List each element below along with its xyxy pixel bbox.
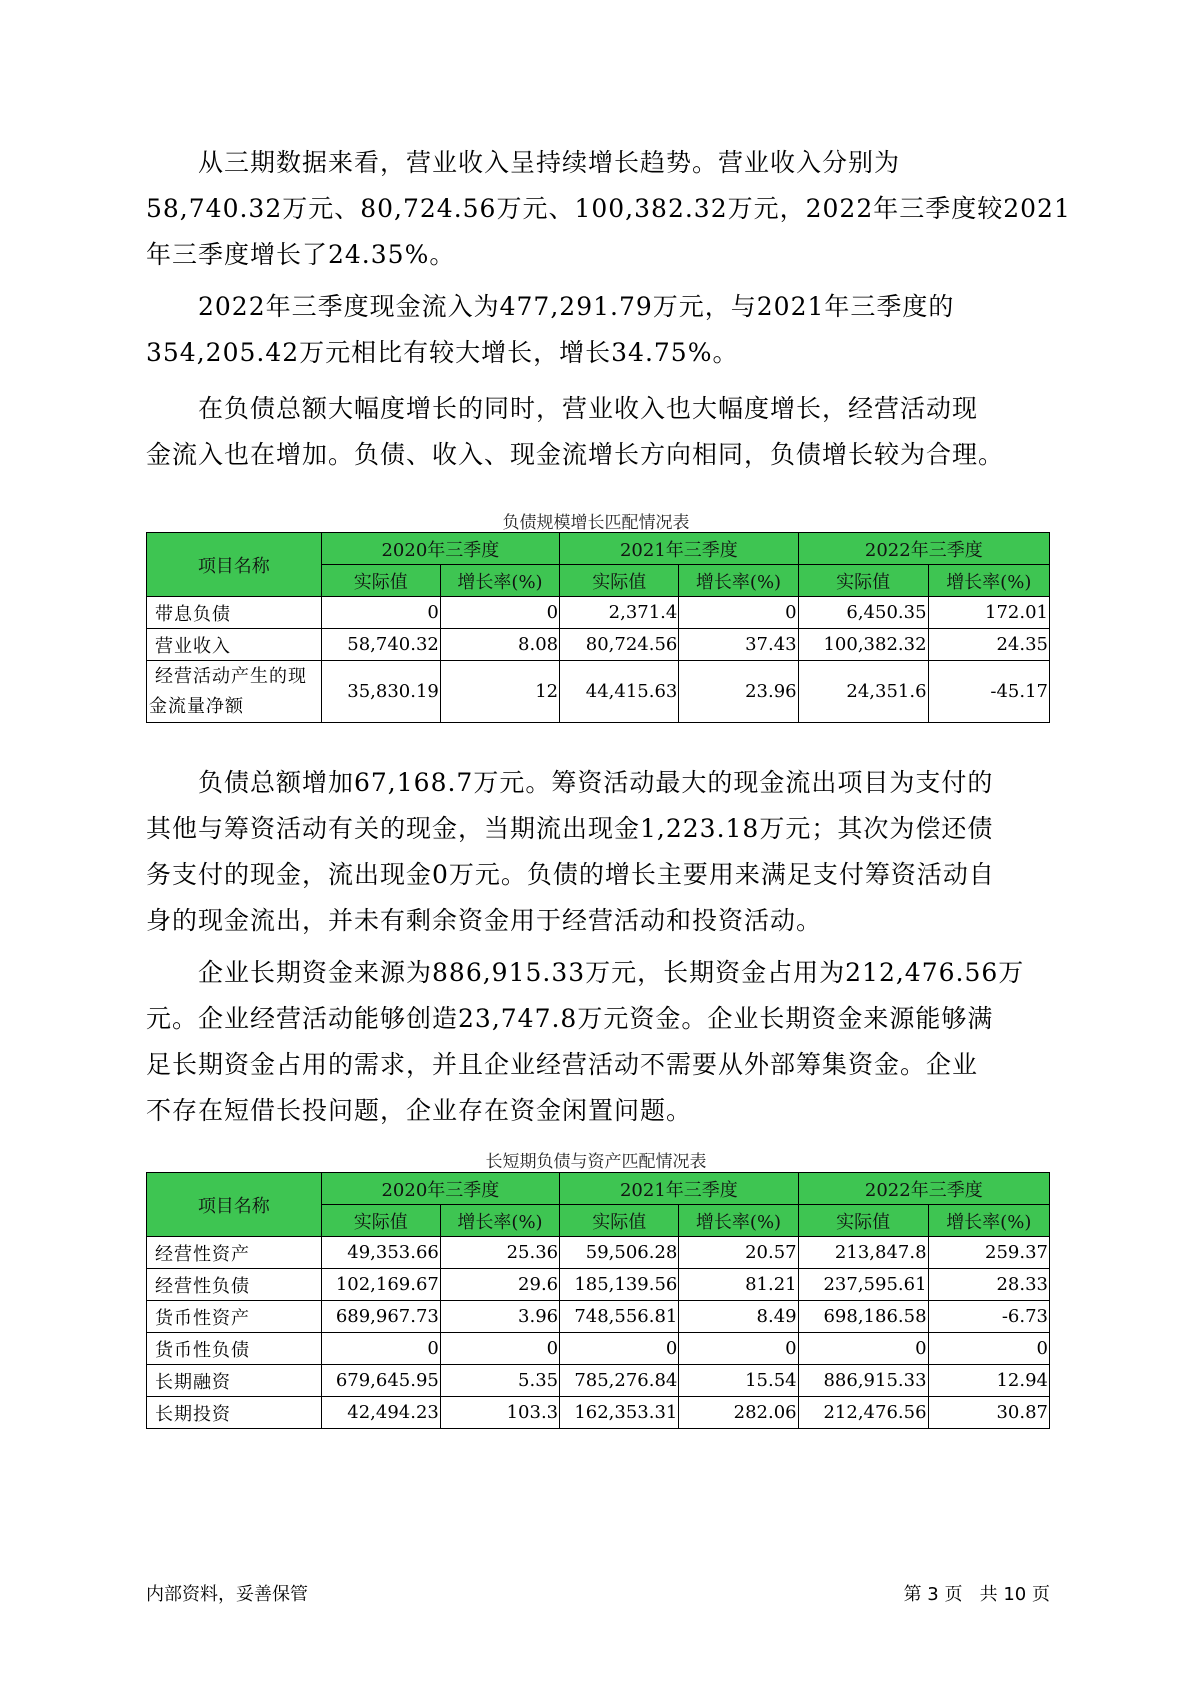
cell-value: 25.36	[440, 1237, 559, 1269]
cell-value: 748,556.81	[560, 1301, 679, 1333]
paragraph-2	[146, 284, 1046, 376]
cell-value: 162,353.31	[560, 1397, 679, 1429]
header-item-name: 项目名称	[147, 533, 322, 597]
cell-value: 29.6	[440, 1269, 559, 1301]
header-actual: 实际值	[798, 565, 928, 597]
row-name-line: 经营活动产生的现	[155, 665, 307, 687]
header-period: 2022年三季度	[798, 1173, 1049, 1205]
cell-value: 81.21	[679, 1269, 798, 1301]
header-period: 2022年三季度	[798, 533, 1049, 565]
header-period: 2021年三季度	[560, 533, 799, 565]
header-actual: 实际值	[798, 1205, 928, 1237]
cell-value: 20.57	[679, 1237, 798, 1269]
cell-value: 23.96	[679, 661, 798, 723]
cell-value: 103.3	[440, 1397, 559, 1429]
cell-value: 37.43	[679, 629, 798, 661]
table-row	[147, 597, 1050, 629]
text-line: 其他与筹资活动有关的现金，当期流出现金1,223.18万元；其次为偿还债	[146, 814, 994, 843]
table-row	[147, 1237, 1050, 1269]
header-growth: 增长率(%)	[928, 1205, 1049, 1237]
row-name: 经营性资产	[147, 1237, 322, 1269]
text-line: 2022年三季度现金流入为477,291.79万元，与2021年三季度的	[146, 292, 955, 321]
cell-value: 282.06	[679, 1397, 798, 1429]
header-growth: 增长率(%)	[679, 565, 798, 597]
header-actual: 实际值	[321, 1205, 440, 1237]
header-period: 2020年三季度	[321, 533, 560, 565]
header-growth: 增长率(%)	[679, 1205, 798, 1237]
table2-caption: 长短期负债与资产匹配情况表	[485, 1152, 707, 1172]
row-name-line: 金流量净额	[149, 695, 244, 717]
text-line: 金流入也在增加。负债、收入、现金流增长方向相同，负债增长较为合理。	[146, 440, 1005, 469]
text-line: 在负债总额大幅度增长的同时，营业收入也大幅度增长，经营活动现	[146, 394, 979, 423]
cell-value: 5.35	[440, 1365, 559, 1397]
paragraph-1	[146, 140, 1071, 278]
cell-value: 28.33	[928, 1269, 1049, 1301]
cell-value: 0	[321, 597, 440, 629]
cell-value: 689,967.73	[321, 1301, 440, 1333]
text-line: 负债总额增加67,168.7万元。筹资活动最大的现金流出项目为支付的	[146, 768, 994, 797]
cell-value: 58,740.32	[321, 629, 440, 661]
cell-value: 0	[321, 1333, 440, 1365]
cell-value: 59,506.28	[560, 1237, 679, 1269]
table-row	[147, 1269, 1050, 1301]
cell-value: 213,847.8	[798, 1237, 928, 1269]
table-row	[147, 661, 1050, 723]
row-name: 货币性负债	[147, 1333, 322, 1365]
table-row	[147, 629, 1050, 661]
text-line: 元。企业经营活动能够创造23,747.8万元资金。企业长期资金来源能够满	[146, 1004, 994, 1033]
header-period: 2020年三季度	[321, 1173, 560, 1205]
header-period: 2021年三季度	[560, 1173, 799, 1205]
cell-value: 886,915.33	[798, 1365, 928, 1397]
cell-value: 0	[928, 1333, 1049, 1365]
text-line: 从三期数据来看，营业收入呈持续增长趋势。营业收入分别为	[146, 148, 901, 177]
text-line: 不存在短借长投问题，企业存在资金闲置问题。	[146, 1096, 693, 1125]
row-name: 长期投资	[147, 1397, 322, 1429]
footer-confidential: 内部资料，妥善保管	[146, 1584, 308, 1605]
cell-value: 259.37	[928, 1237, 1049, 1269]
cell-value: 42,494.23	[321, 1397, 440, 1429]
header-actual: 实际值	[560, 565, 679, 597]
cell-value: 172.01	[928, 597, 1049, 629]
cell-value: 8.49	[679, 1301, 798, 1333]
table1-caption: 负债规模增长匹配情况表	[502, 513, 690, 533]
text-line: 务支付的现金，流出现金0万元。负债的增长主要用来满足支付筹资活动自	[146, 860, 995, 889]
row-name: 营业收入	[147, 629, 322, 661]
cell-value: 49,353.66	[321, 1237, 440, 1269]
cell-value: 785,276.84	[560, 1365, 679, 1397]
cell-value: 8.08	[440, 629, 559, 661]
cell-value: 12	[440, 661, 559, 723]
header-item-name: 项目名称	[147, 1173, 322, 1237]
footer-page-number: 第 3 页 共 10 页	[903, 1584, 1050, 1605]
header-growth: 增长率(%)	[440, 565, 559, 597]
cell-value: 2,371.4	[560, 597, 679, 629]
header-actual: 实际值	[321, 565, 440, 597]
header-actual: 实际值	[560, 1205, 679, 1237]
table-row	[147, 1333, 1050, 1365]
cell-value: 0	[679, 1333, 798, 1365]
cell-value: 185,139.56	[560, 1269, 679, 1301]
paragraph-3	[146, 386, 1046, 478]
header-growth: 增长率(%)	[928, 565, 1049, 597]
cell-value: 0	[798, 1333, 928, 1365]
text-line: 企业长期资金来源为886,915.33万元，长期资金占用为212,476.56万	[146, 958, 1025, 987]
row-name: 经营性负债	[147, 1269, 322, 1301]
text-line: 年三季度增长了24.35%。	[146, 240, 456, 269]
row-name	[147, 661, 322, 723]
header-growth: 增长率(%)	[440, 1205, 559, 1237]
table-long-short-match	[146, 1172, 1050, 1429]
cell-value: 12.94	[928, 1365, 1049, 1397]
cell-value: 3.96	[440, 1301, 559, 1333]
cell-value: 44,415.63	[560, 661, 679, 723]
cell-value: -6.73	[928, 1301, 1049, 1333]
table-row	[147, 1301, 1050, 1333]
cell-value: 15.54	[679, 1365, 798, 1397]
cell-value: 0	[440, 597, 559, 629]
cell-value: 100,382.32	[798, 629, 928, 661]
row-name: 长期融资	[147, 1365, 322, 1397]
cell-value: 679,645.95	[321, 1365, 440, 1397]
text-line: 354,205.42万元相比有较大增长，增长34.75%。	[146, 338, 739, 367]
cell-value: 80,724.56	[560, 629, 679, 661]
paragraph-5	[146, 950, 1046, 1134]
table-row	[147, 1397, 1050, 1429]
cell-value: 24.35	[928, 629, 1049, 661]
cell-value: 35,830.19	[321, 661, 440, 723]
text-line: 58,740.32万元、80,724.56万元、100,382.32万元，2022年三季度较2021	[146, 194, 1071, 223]
cell-value: 0	[560, 1333, 679, 1365]
table-debt-scale	[146, 532, 1050, 723]
cell-value: 24,351.6	[798, 661, 928, 723]
cell-value: 0	[440, 1333, 559, 1365]
cell-value: 212,476.56	[798, 1397, 928, 1429]
table-row	[147, 1365, 1050, 1397]
cell-value: 0	[679, 597, 798, 629]
cell-value: 30.87	[928, 1397, 1049, 1429]
text-line: 身的现金流出，并未有剩余资金用于经营活动和投资活动。	[146, 906, 823, 935]
row-name: 货币性资产	[147, 1301, 322, 1333]
cell-value: 102,169.67	[321, 1269, 440, 1301]
cell-value: 698,186.58	[798, 1301, 928, 1333]
text-line: 足长期资金占用的需求，并且企业经营活动不需要从外部筹集资金。企业	[146, 1050, 979, 1079]
row-name: 带息负债	[147, 597, 322, 629]
cell-value: -45.17	[928, 661, 1049, 723]
paragraph-4	[146, 760, 1046, 944]
cell-value: 6,450.35	[798, 597, 928, 629]
cell-value: 237,595.61	[798, 1269, 928, 1301]
